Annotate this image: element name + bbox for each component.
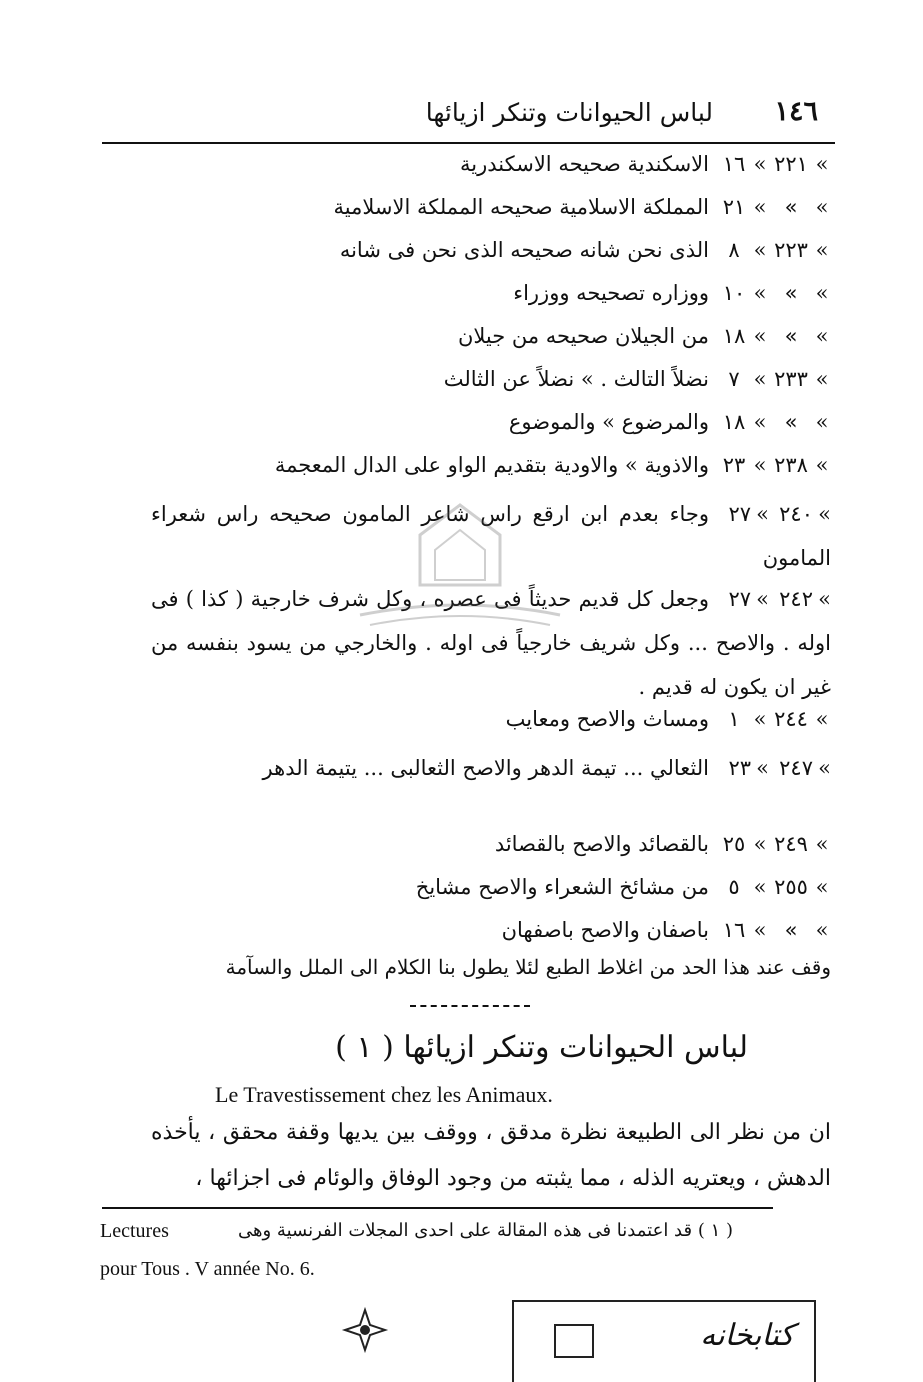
errata-row: »»»١٨من الجيلان صحيحه من جيلان (457, 324, 829, 348)
errata-row: »٢٢١»١٦الاسكندية صحيحه الاسكندرية (460, 152, 829, 176)
errata-row: »»»١٦باصفان والاصح باصفهان (501, 918, 829, 942)
errata-row: »٢٤٤»١ومساث والاصح ومعايب (505, 707, 829, 731)
header-rule (102, 142, 835, 144)
errata-row: »٢٣٣»٧نضلاً التالث . » نضلاً عن الثالث (443, 367, 829, 391)
errata-row: »٢٥٥»٥من مشائخ الشعراء والاصح مشايخ (415, 875, 829, 899)
running-title: لباس الحيوانات وتنكر ازيائها (425, 98, 713, 127)
errata-row: »»»١٨والمرضوع » والموضوع (508, 410, 829, 434)
footnote-latin-2: pour Tous . V année No. 6. (100, 1258, 315, 1280)
errata-row: »٢٢٣»٨الذى نحن شانه صحيحه الذى نحن فى شانه (339, 238, 829, 262)
errata-row: »»»٢١المملكة الاسلامية صحيحه المملكة الاسلامية (333, 195, 829, 219)
body-paragraph: ان من نظر الى الطبيعة نظرة مدقق ، ووقف بين يديها وقفة محقق ، يأخذه الدهش ، ويعتريه الذله ، مما يثبته من وجود الوفاق والوئام فى اجزائها ، (151, 1120, 832, 1191)
errata-row: »٢٤٧»٢٣الثعالي ... تيمة الدهر والاصح الثعالبى ... يتيمة الدهر (262, 756, 831, 780)
footnote-arabic: ( ١ ) قد اعتمدنا فى هذه المقالة على احدى المجلات الفرنسية وهى (238, 1220, 733, 1241)
errata-row: »٢٤٩»٢٥بالقصائد والاصح بالقصائد (494, 832, 829, 856)
section-title: لباس الحيوانات وتنكر ازيائها ( ١ ) (335, 1030, 748, 1065)
library-stamp (512, 1300, 816, 1382)
stamp-box (554, 1324, 594, 1358)
footnote-latin-1: Lectures (100, 1220, 169, 1242)
stamp-text: كتابخانه (700, 1318, 794, 1353)
page-number: ١٤٦ (774, 96, 818, 127)
footnote-rule (102, 1207, 773, 1209)
errata-row: »٢٣٨»٢٣والاذوية » والاودية بتقديم الواو على الدال المعجمة (274, 453, 829, 477)
errata-row: »»»١٠ووزاره تصحيحه ووزراء (513, 281, 829, 305)
library-watermark-icon (350, 495, 570, 635)
errata-row: »٢٤٠»٢٧وجاء بعدم ابن ارقع راس شاعر المامون صحيحه راس شعراء المامون (151, 502, 831, 570)
errata-row: »٢٤٢»٢٧وجعل كل قديم حديثاً فى عصره ، وكل شرف خارجية ( كذا ) فى اوله . والاصح ... وكل شريف خارجياً فى اوله . والخارجي من يسود بنفسه من غير ان يكون له قديم . (151, 587, 831, 699)
errata-closing-note: وقف عند هذا الحد من اغلاط الطبع لئلا يطول بنا الكلام الى الملل والسآمة (225, 955, 831, 979)
section-separator (410, 1005, 530, 1007)
ornament-icon (340, 1305, 390, 1355)
section-subtitle: Le Travestissement chez les Animaux. (215, 1082, 553, 1107)
